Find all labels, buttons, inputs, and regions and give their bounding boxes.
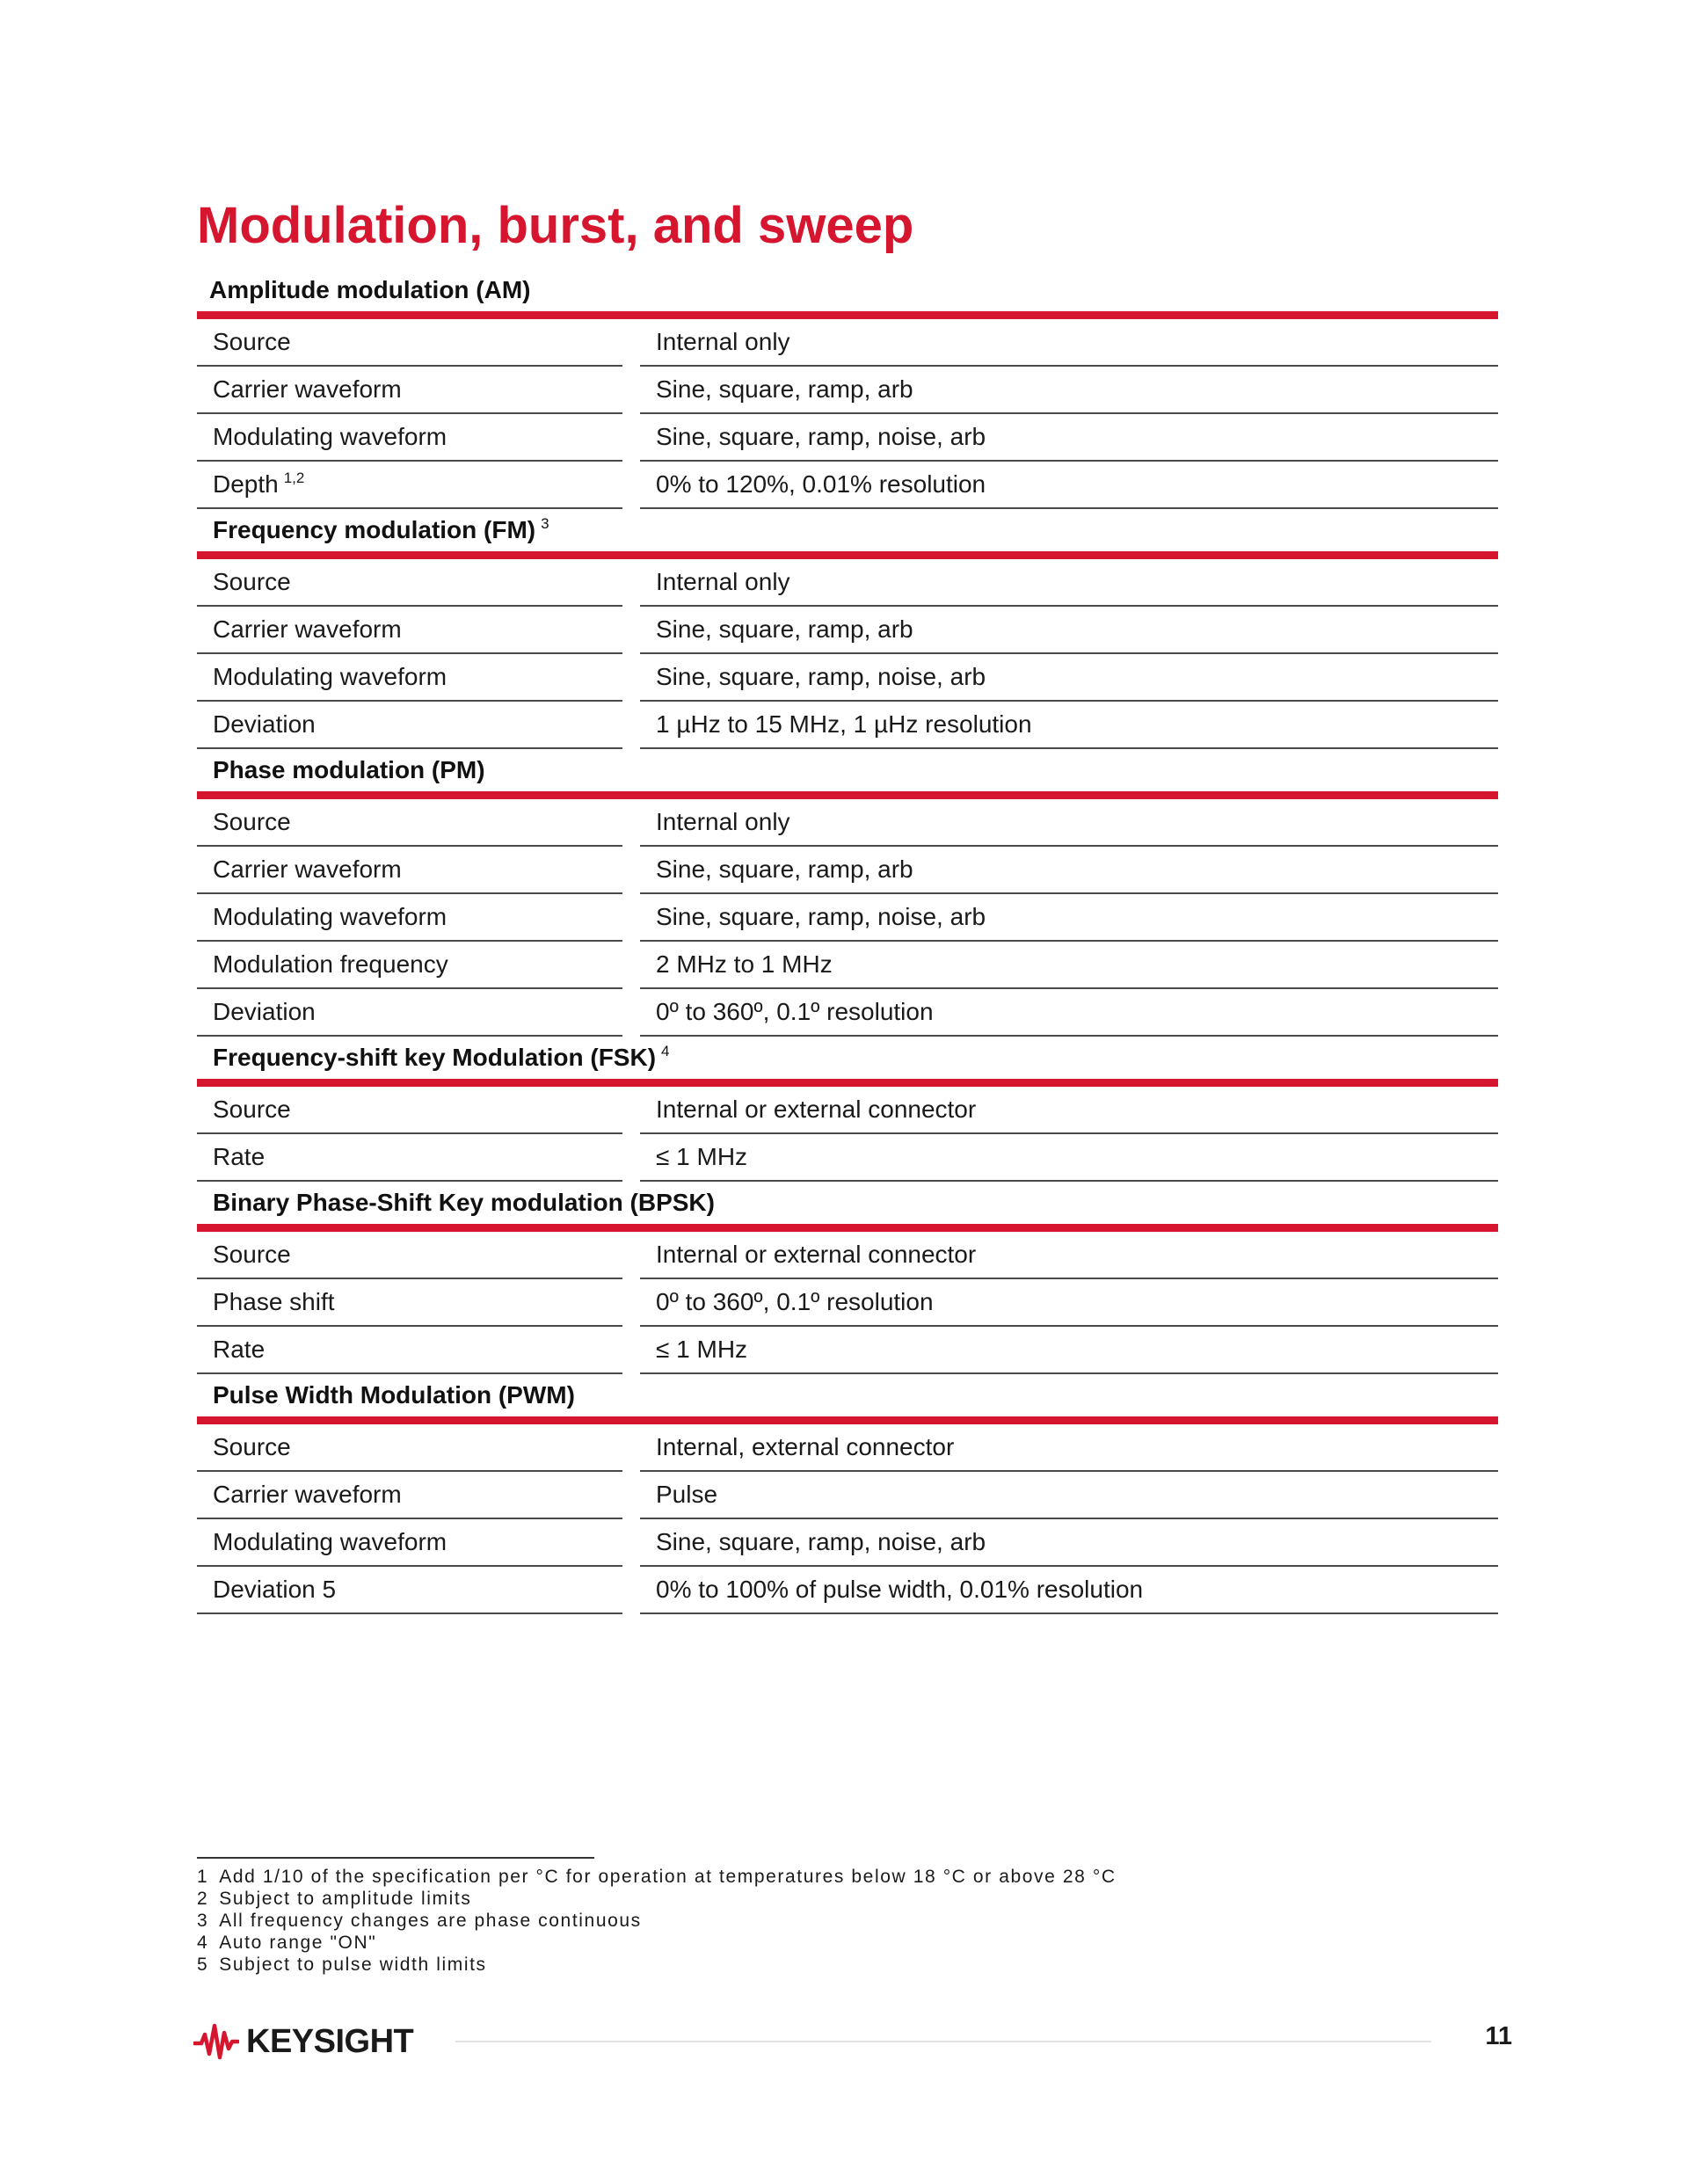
keysight-wave-icon [193,2022,239,2061]
spec-row [197,607,1498,654]
footnote-number: 3 [197,1911,209,1931]
footnote-text: All frequency changes are phase continuous [219,1911,642,1931]
spec-value: Sine, square, ramp, noise, arb [640,414,1498,462]
spec-value: Internal or external connector [640,1232,1498,1279]
page-title: Modulation, burst, and sweep [197,197,914,254]
spec-label [197,1232,622,1279]
spec-value: Internal only [640,319,1498,367]
column-gap [622,462,640,509]
spec-value: 1 µHz to 15 MHz, 1 µHz resolution [640,702,1498,749]
spec-label-text: Source [213,568,291,595]
spec-value: 0º to 360º, 0.1º resolution [640,1279,1498,1327]
section-divider [197,1416,1498,1424]
column-gap [622,1567,640,1614]
column-gap [622,989,640,1037]
column-gap [622,1087,640,1134]
column-gap [622,942,640,989]
spec-row [197,319,1498,367]
footnote-number: 1 [197,1867,209,1887]
spec-row [197,1424,1498,1472]
column-gap [622,1424,640,1472]
spec-row [197,414,1498,462]
spec-label [197,989,622,1037]
spec-section [197,749,1498,1037]
spec-row [197,799,1498,847]
section-divider [197,311,1498,319]
section-title [197,1182,1498,1224]
spec-label [197,894,622,942]
spec-label [197,1134,622,1182]
spec-row [197,702,1498,749]
footnote-item [197,1888,1117,1910]
spec-value: ≤ 1 MHz [640,1327,1498,1374]
spec-value: Sine, square, ramp, arb [640,607,1498,654]
footnote-item [197,1910,1117,1932]
spec-label [197,942,622,989]
spec-label-text: Source [213,1433,291,1460]
spec-row [197,847,1498,894]
section-divider [197,1079,1498,1087]
brand-name: KEYSIGHT [246,2022,414,2060]
column-gap [622,367,640,414]
column-gap [622,1519,640,1567]
footnote-divider [197,1857,594,1859]
column-gap [622,414,640,462]
section-footnote-ref: 3 [541,515,549,532]
footnote-number: 4 [197,1933,209,1953]
spec-label-text: Carrier waveform [213,855,402,883]
section-title-text: Phase modulation (PM) [213,756,485,783]
spec-label-text: Modulating waveform [213,423,447,450]
spec-section [197,1037,1498,1182]
spec-value: Sine, square, ramp, arb [640,367,1498,414]
spec-row [197,894,1498,942]
spec-label [197,1519,622,1567]
spec-value: Sine, square, ramp, noise, arb [640,1519,1498,1567]
section-title [197,1374,1498,1416]
spec-label-text: Source [213,328,291,355]
column-gap [622,799,640,847]
spec-label-text: Source [213,808,291,835]
footnote-number: 2 [197,1889,209,1909]
footnotes [197,1866,1117,1976]
spec-label [197,559,622,607]
page-number: 11 [1485,2022,1512,2050]
spec-label [197,1472,622,1519]
spec-row [197,367,1498,414]
column-gap [622,1134,640,1182]
brand-logo [193,2020,413,2063]
section-divider [197,791,1498,799]
spec-label-text: Rate [213,1143,266,1170]
spec-value: 0% to 100% of pulse width, 0.01% resolution [640,1567,1498,1614]
spec-label [197,1087,622,1134]
column-gap [622,607,640,654]
spec-section [197,509,1498,749]
column-gap [622,654,640,702]
spec-value: Internal only [640,799,1498,847]
section-title-text: Frequency-shift key Modulation (FSK) [213,1044,657,1071]
spec-label-text: Source [213,1241,291,1268]
spec-section [197,1182,1498,1374]
spec-label-text: Depth [213,470,279,498]
spec-label-text: Deviation [213,710,316,738]
section-divider [197,551,1498,559]
spec-label-text: Carrier waveform [213,375,402,403]
column-gap [622,894,640,942]
spec-label-text: Source [213,1096,291,1123]
section-title [197,1037,1498,1079]
spec-label [197,462,622,509]
section-title [197,269,1498,311]
spec-label-text: Modulating waveform [213,903,447,930]
spec-label-text: Deviation [213,998,316,1025]
spec-row [197,559,1498,607]
spec-value: 0% to 120%, 0.01% resolution [640,462,1498,509]
section-title-text: Amplitude modulation (AM) [209,276,531,303]
spec-row [197,1519,1498,1567]
spec-label-text: Phase shift [213,1288,335,1315]
spec-section [197,269,1498,509]
section-title-text: Pulse Width Modulation (PWM) [213,1381,575,1409]
column-gap [622,319,640,367]
spec-label-text: Modulating waveform [213,663,447,690]
spec-tables [197,269,1498,1614]
spec-label [197,1567,622,1614]
spec-row [197,989,1498,1037]
spec-row [197,1567,1498,1614]
spec-value: Internal or external connector [640,1087,1498,1134]
footnote-item [197,1954,1117,1976]
footnote-text: Add 1/10 of the specification per °C for operation at temperatures below 18 °C or above 28 °C [219,1867,1117,1887]
column-gap [622,1279,640,1327]
section-title-text: Binary Phase-Shift Key modulation (BPSK) [213,1189,715,1216]
spec-value: Pulse [640,1472,1498,1519]
spec-row [197,1472,1498,1519]
footer-divider [455,2041,1431,2042]
column-gap [622,702,640,749]
spec-label [197,799,622,847]
spec-label-text: Rate [213,1336,266,1363]
footnote-number: 5 [197,1955,209,1975]
spec-label-text: Carrier waveform [213,615,402,643]
footnote-item [197,1866,1117,1888]
spec-row [197,1327,1498,1374]
column-gap [622,1232,640,1279]
spec-value: Internal only [640,559,1498,607]
spec-label [197,847,622,894]
spec-value: ≤ 1 MHz [640,1134,1498,1182]
footnote-text: Subject to pulse width limits [219,1955,487,1975]
spec-row [197,1087,1498,1134]
spec-row [197,942,1498,989]
column-gap [622,1327,640,1374]
section-title [197,749,1498,791]
section-title-text: Frequency modulation (FM) [213,516,536,543]
spec-value: 0º to 360º, 0.1º resolution [640,989,1498,1037]
spec-value: Sine, square, ramp, noise, arb [640,894,1498,942]
spec-footnote-ref: 1,2 [283,470,305,486]
spec-label-text: Modulation frequency [213,950,448,978]
spec-row [197,462,1498,509]
spec-label [197,702,622,749]
spec-label [197,654,622,702]
spec-label-text: Modulating waveform [213,1528,447,1555]
column-gap [622,1472,640,1519]
spec-label [197,607,622,654]
spec-row [197,1134,1498,1182]
spec-value: Sine, square, ramp, noise, arb [640,654,1498,702]
section-title [197,509,1498,551]
footnote-text: Auto range "ON" [219,1933,377,1953]
spec-value: Sine, square, ramp, arb [640,847,1498,894]
spec-label [197,1327,622,1374]
spec-label [197,1279,622,1327]
spec-value: 2 MHz to 1 MHz [640,942,1498,989]
column-gap [622,559,640,607]
spec-label-text: Carrier waveform [213,1481,402,1508]
footnote-item [197,1932,1117,1954]
spec-label [197,319,622,367]
spec-value: Internal, external connector [640,1424,1498,1472]
spec-section [197,1374,1498,1614]
spec-label [197,414,622,462]
spec-label-text: Deviation 5 [213,1576,337,1603]
spec-label [197,1424,622,1472]
section-divider [197,1224,1498,1232]
footnote-text: Subject to amplitude limits [219,1889,472,1909]
spec-row [197,1279,1498,1327]
section-footnote-ref: 4 [661,1043,670,1059]
spec-row [197,1232,1498,1279]
spec-row [197,654,1498,702]
column-gap [622,847,640,894]
spec-label [197,367,622,414]
